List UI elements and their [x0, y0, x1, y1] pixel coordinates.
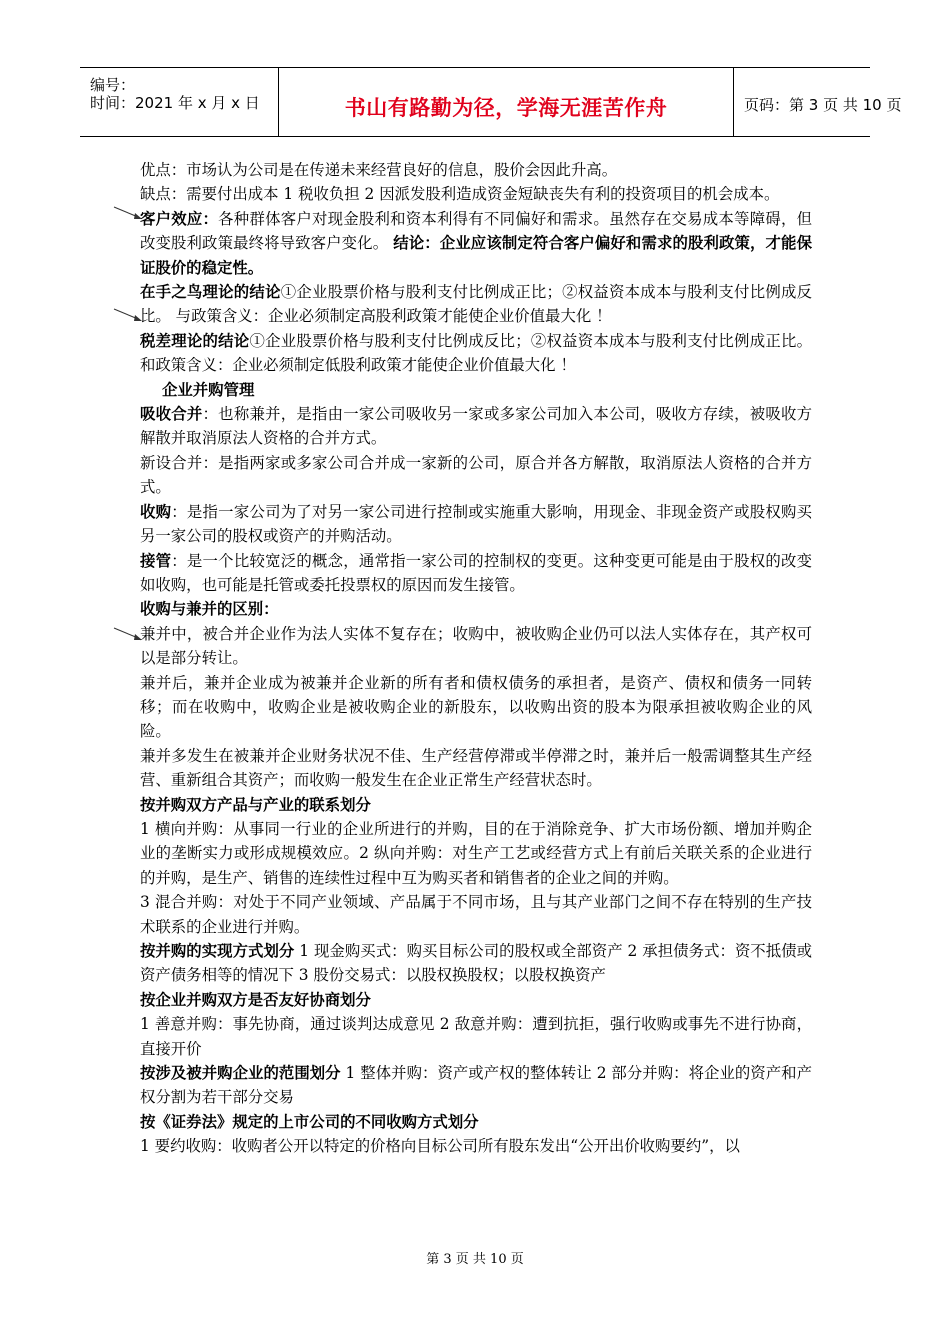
paragraph: 兼并多发生在被兼并企业财务状况不佳、生产经营停滞或半停滞之时，兼并后一般需调整其生产经营、重新组合其资产；而收购一般发生在企业正常生产经营状态时。 [140, 746, 812, 790]
paragraph: 优点：市场认为公司是在传递未来经营良好的信息，股价会因此升高。 [140, 161, 618, 179]
document-body [140, 158, 812, 1159]
page-code: 页码：第 3 页 共 10 页 [744, 96, 902, 114]
paragraph: 兼并后，兼并企业成为被兼并企业新的所有者和债权债务的承担者，是资产、债权和债务一同转移；而在收购中，收购企业是被收购企业的新股东，以收购出资的股本为限承担被收购企业的风险。 [140, 673, 812, 741]
paragraph: 收购：是指一家公司为了对另一家公司进行控制或实施重大影响，用现金、非现金资产或股权购买另一家公司的股权或资产的并购活动。 [140, 502, 812, 546]
paragraph: 按涉及被并购企业的范围划分 1 整体并购：资产或产权的整体转让 2 部分并购：将企业的资产和产权分割为若干部分交易 [140, 1064, 812, 1107]
number-label: 编号： [90, 76, 136, 94]
paragraph: 在手之鸟理论的结论①企业股票价格与股利支付比例成正比；②权益资本成本与股利支付比例成反比。 与政策含义：企业必须制定高股利政策才能使企业价值最大化 ！ [140, 283, 812, 326]
paragraph: 3 混合并购：对处于不同产业领域、产品属于不同市场，且与其产业部门之间不存在特别的生产技术联系的企业进行并购。 [140, 893, 812, 936]
paragraph: 接管：是一个比较宽泛的概念，通常指一家公司的控制权的变更。这种变更可能是由于股权的改变如收购，也可能是托管或委托投票权的原因而发生接管。 [140, 551, 812, 594]
paragraph: 新设合并：是指两家或多家公司合并成一家新的公司，原合并各方解散，取消原法人资格的合并方式。 [140, 453, 812, 497]
paragraph: 兼并中，被合并企业作为法人实体不复存在；收购中，被收购企业仍可以法人实体存在，其产权可以是部分转让。 [140, 624, 812, 668]
paragraph: 吸收合并：也称兼并，是指由一家公司吸收另一家或多家公司加入本公司，吸收方存续，被吸收方解散并取消原法人资格的合并方式。 [140, 405, 812, 448]
paragraph: 按并购双方产品与产业的联系划分 [140, 795, 371, 814]
date-label: 时间：2021 年 x 月 x 日 [90, 94, 260, 112]
header-page-cell [734, 68, 902, 136]
page-footer: 第 3 页 共 10 页 [426, 1252, 524, 1267]
paragraph: 缺点：需要付出成本 1 税收负担 2 因派发股利造成资金短缺丧失有利的投资项目的机会成本。 [140, 185, 780, 204]
paragraph: 1 要约收购：收购者公开以特定的价格向目标公司所有股东发出“公开出价收购要约”，以 [140, 1137, 740, 1156]
paragraph: 1 横向并购：从事同一行业的企业所进行的并购，目的在于消除竞争、扩大市场份额、增加并购企业的垄断实力或形成规模效应。2 纵向并购：对生产工艺或经营方式上有前后关联关系的企业进行的并购，是生产、销售的连续性过程中互为购买者和销售者的企业之间的并购。 [140, 819, 812, 887]
paragraph: 按《证券法》规定的上市公司的不同收购方式划分 [140, 1112, 479, 1131]
paragraph: 按并购的实现方式划分 1 现金购买式：购买目标公司的股权或全部资产 2 承担债务式：资不抵债或资产债务相等的情况下 3 股份交易式：以股权换股权；以股权换资产 [140, 942, 812, 985]
paragraph: 收购与兼并的区别： [140, 600, 279, 619]
paragraph: 客户效应：各种群体客户对现金股利和资本利得有不同偏好和需求。虽然存在交易成本等障碍，但改变股利政策最终将导致客户变化。 结论：企业应该制定符合客户偏好和需求的股利政策，才能保证股价的稳定性。 [140, 209, 812, 277]
section-heading: 企业并购管理 [162, 380, 255, 399]
header-motto-cell [279, 68, 734, 136]
paragraph: 1 善意并购：事先协商，通过谈判达成意见 2 敌意并购：遭到抗拒，强行收购或事先不进行协商，直接开价 [140, 1015, 812, 1058]
paragraph: 税差理论的结论①企业股票价格与股利支付比例成反比；②权益资本成本与股利支付比例成正比。 和政策含义：企业必须制定低股利政策才能使企业价值最大化 ！ [140, 331, 812, 375]
paragraph: 按企业并购双方是否友好协商划分 [140, 990, 371, 1009]
motto: 书山有路勤为径，学海无涯苦作舟 [344, 96, 668, 120]
header-info-cell [80, 68, 279, 136]
header-table [80, 67, 902, 137]
